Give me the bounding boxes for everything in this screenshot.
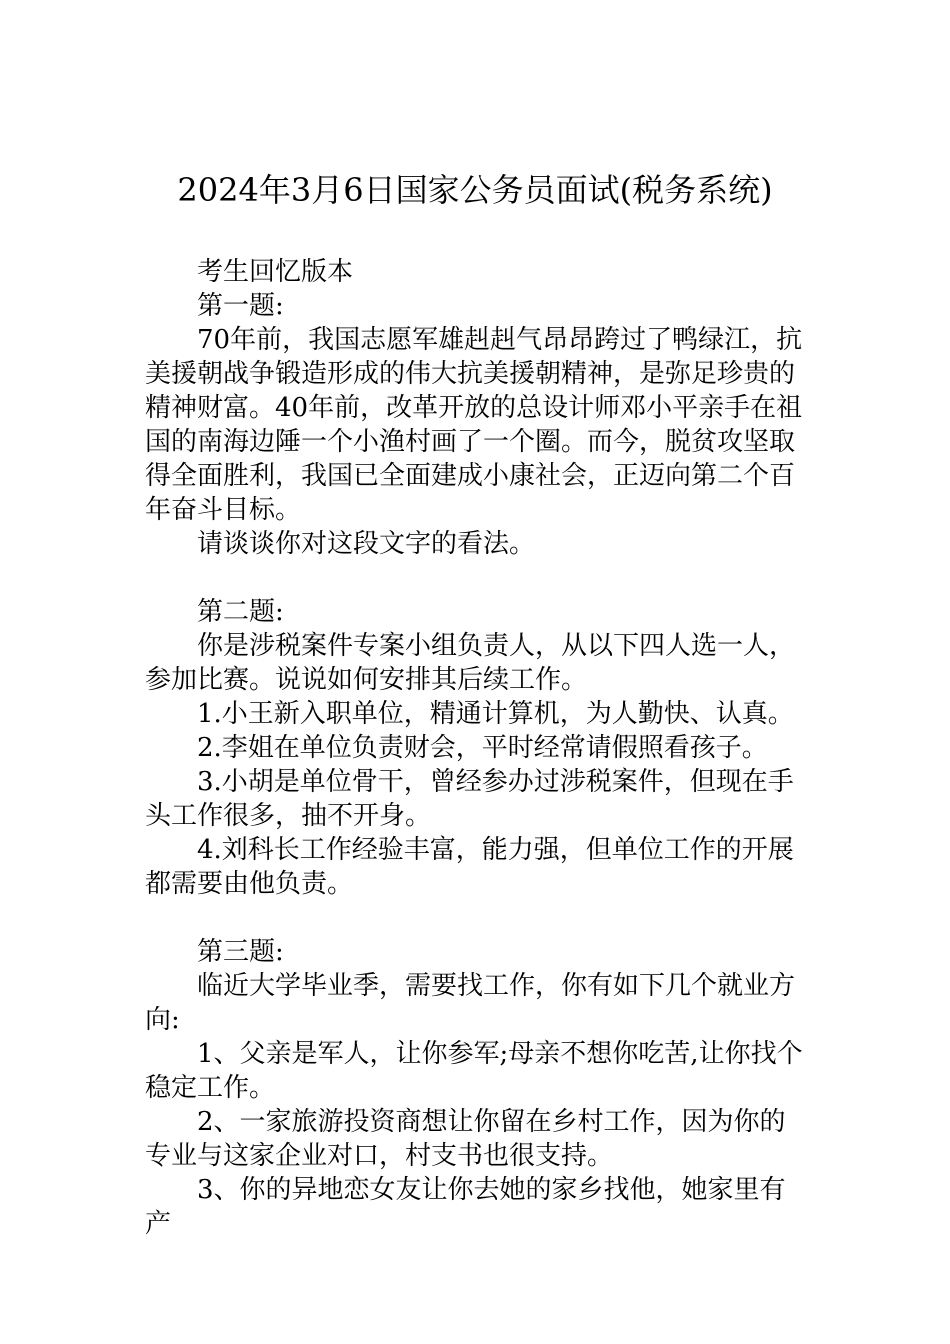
question-2-option-3: 3.小胡是单位骨干，曾经参办过涉税案件，但现在手头工作很多，抽不开身。 xyxy=(145,767,794,831)
question-3-heading: 第三题: xyxy=(197,937,284,967)
question-1-prompt: 请谈谈你对这段文字的看法。 xyxy=(197,529,536,559)
question-3-option-3: 3、你的异地恋女友让你去她的家乡找他，她家里有产 xyxy=(145,1175,786,1239)
question-2-option-1: 1.小王新入职单位，精通计算机，为人勤快、认真。 xyxy=(197,699,794,729)
question-1-text: 70年前，我国志愿军雄赳赳气昂昂跨过了鸭绿江，抗美援朝战争锻造形成的伟大抗美援朝精神，是弥足珍贵的精神财富。40年前，改革开放的总设计师邓小平亲手在祖国的南海边陲一个小渔村画了一个圈。而今，脱贫攻坚取得全面胜利，我国已全面建成小康社会，正迈向第二个百年奋斗目标。 xyxy=(145,325,803,525)
question-2-option-4: 4.刘科长工作经验丰富，能力强，但单位工作的开展都需要由他负责。 xyxy=(145,835,794,899)
question-3-option-1: 1、父亲是军人，让你参军;母亲不想你吃苦,让你找个稳定工作。 xyxy=(145,1039,803,1103)
question-1-heading: 第一题: xyxy=(197,291,284,321)
question-2-text: 你是涉税案件专案小组负责人，从以下四人选一人，参加比赛。说说如何安排其后续工作。 xyxy=(145,631,796,695)
question-3-option-2: 2、一家旅游投资商想让你留在乡村工作，因为你的专业与这家企业对口，村支书也很支持。 xyxy=(145,1107,786,1171)
question-2-heading: 第二题: xyxy=(197,597,284,627)
question-3-text: 临近大学毕业季，需要找工作，你有如下几个就业方向: xyxy=(145,971,796,1035)
document-body xyxy=(145,255,807,1241)
blank-line xyxy=(145,561,807,595)
blank-line xyxy=(145,901,807,935)
paragraph-version-note: 考生回忆版本 xyxy=(197,257,354,287)
question-2-option-2: 2.李姐在单位负责财会，平时经常请假照看孩子。 xyxy=(197,733,768,763)
document-title: 2024年3月6日国家公务员面试(税务系统) xyxy=(177,171,773,209)
